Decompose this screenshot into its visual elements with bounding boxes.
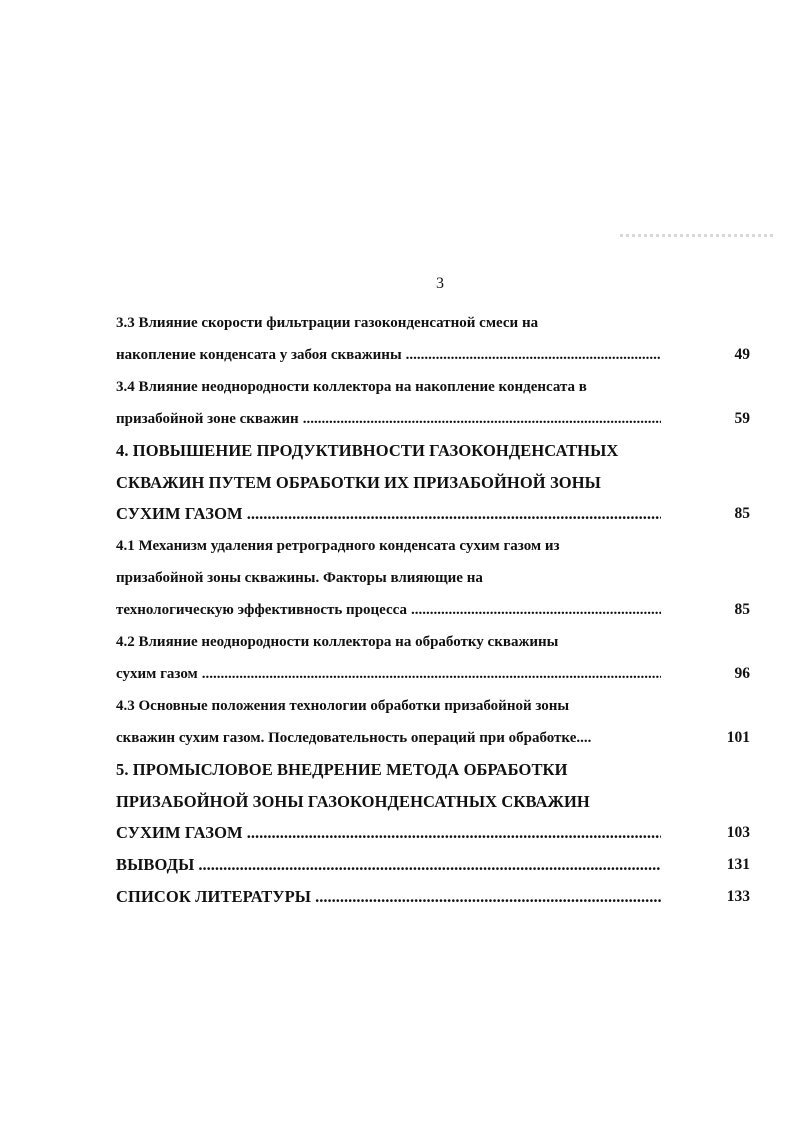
toc-page-number: 59 <box>734 410 750 427</box>
toc-entry-line <box>116 502 661 526</box>
toc-entry-text: СУХИМ ГАЗОМ <box>116 823 243 842</box>
toc-page-number: 133 <box>726 888 750 905</box>
dot-leader <box>406 343 661 367</box>
toc-page-number: 49 <box>734 346 750 363</box>
toc-entry-line: ПРИЗАБОЙНОЙ ЗОНЫ ГАЗОКОНДЕНСАТНЫХ СКВАЖИН <box>116 792 590 811</box>
toc-entry-line: СКВАЖИН ПУТЕМ ОБРАБОТКИ ИХ ПРИЗАБОЙНОЙ ЗОНЫ <box>116 473 601 492</box>
toc-entry-text: технологическую эффективность процесса <box>116 602 408 618</box>
toc-entry-text: ВЫВОДЫ <box>116 855 195 874</box>
toc-page-number: 103 <box>726 824 750 841</box>
toc-page-number: 101 <box>726 729 750 746</box>
toc-entry-line <box>116 598 661 622</box>
toc-entry-line: 3.3 Влияние скорости фильтрации газоконденсатной смеси на <box>116 315 539 331</box>
dot-leader <box>247 502 661 526</box>
dot-leader <box>247 821 661 845</box>
toc-page-number: 96 <box>734 665 750 682</box>
page-number: 3 <box>436 275 444 292</box>
toc-page-number: 85 <box>734 601 750 618</box>
toc-entry-text: сухим газом <box>116 666 198 682</box>
toc-entry-line: призабойной зоны скважины. Факторы влияющие на <box>116 570 483 586</box>
toc-entry-line <box>116 407 661 431</box>
toc-entry-text: накопление конденсата у забоя скважины <box>116 347 402 363</box>
dot-leader <box>202 662 661 686</box>
toc-entry-line: 5. ПРОМЫСЛОВОЕ ВНЕДРЕНИЕ МЕТОДА ОБРАБОТКИ <box>116 760 568 779</box>
toc-entry-line: 3.4 Влияние неоднородности коллектора на накопление конденсата в <box>116 379 587 395</box>
toc-entry-line: 4.2 Влияние неоднородности коллектора на обработку скважины <box>116 634 559 650</box>
toc-entry-line <box>116 343 661 367</box>
toc-entry-line: скважин сухим газом. Последовательность операций при обработке.... <box>116 730 592 746</box>
toc-entry-text: СПИСОК ЛИТЕРАТУРЫ <box>116 887 312 906</box>
toc-page-number: 131 <box>726 856 750 873</box>
toc-entry-text: призабойной зоне скважин <box>116 411 299 427</box>
toc-page-number: 85 <box>734 505 750 522</box>
toc-entry-line: 4. ПОВЫШЕНИЕ ПРОДУКТИВНОСТИ ГАЗОКОНДЕНСАТНЫХ <box>116 441 619 460</box>
toc-entry-text: СУХИМ ГАЗОМ <box>116 504 243 523</box>
toc-entry-line: 4.1 Механизм удаления ретроградного конденсата сухим газом из <box>116 538 560 554</box>
toc-entry-line <box>116 853 661 877</box>
toc-entry-line <box>116 885 661 909</box>
toc-entry-line <box>116 821 661 845</box>
toc-entry-line <box>116 662 661 686</box>
dot-leader <box>315 885 661 909</box>
dot-leader <box>198 853 661 877</box>
toc-entry-line: 4.3 Основные положения технологии обработки призабойной зоны <box>116 698 570 714</box>
dot-leader <box>303 407 661 431</box>
dot-leader <box>411 598 661 622</box>
